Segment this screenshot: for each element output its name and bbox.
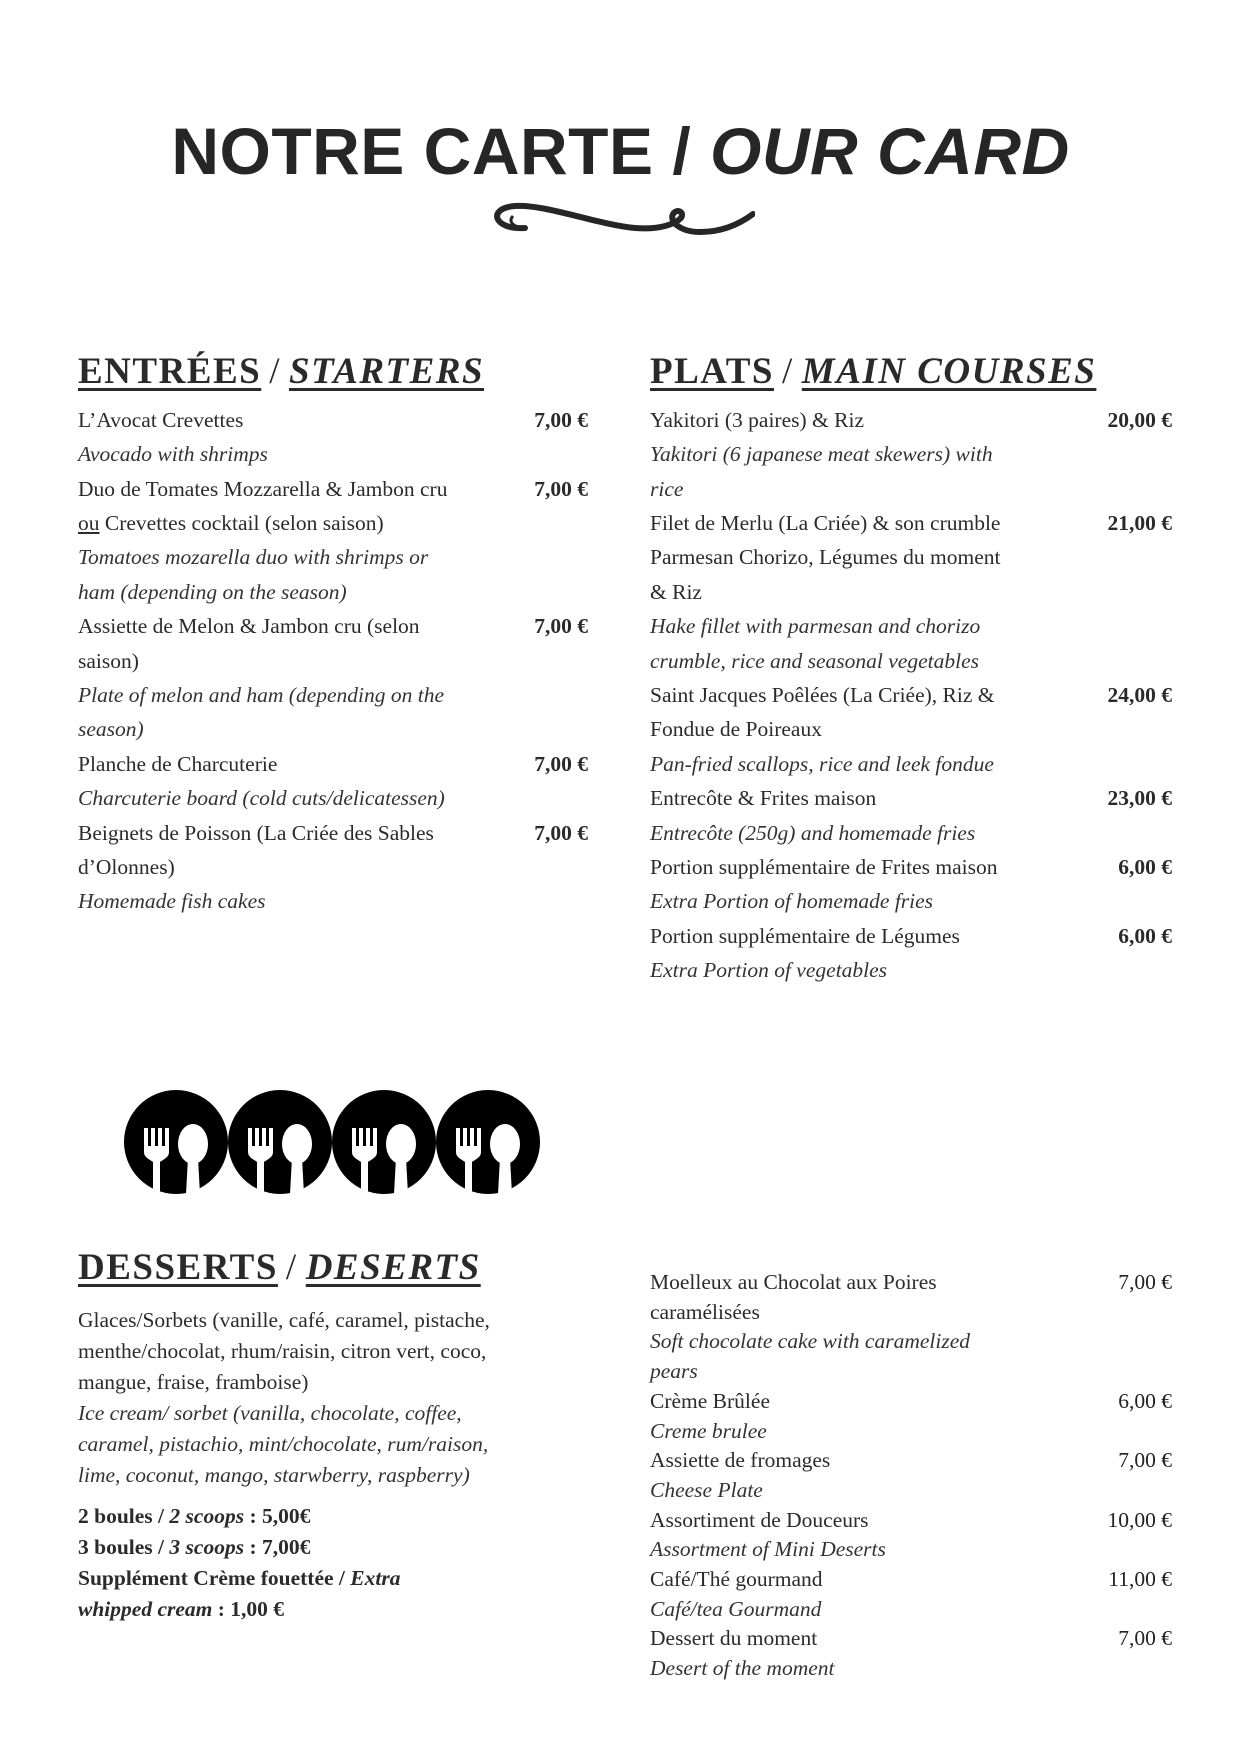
whipped-cream-line: Supplément Crème fouettée / Extra whipped cream : 1,00 € (78, 1565, 401, 1621)
starters-section (78, 352, 588, 919)
price: 21,00 € (1107, 510, 1172, 535)
title-en: OUR CARD (710, 114, 1070, 188)
price: 24,00 € (1107, 682, 1172, 707)
menu-item: Assiette de Melon & Jambon cru (selon saison) Plate of melon and ham (depending on the season) 7,00 € (78, 609, 588, 747)
mains-section (650, 352, 1172, 988)
menu-item: Café/Thé gourmand Café/tea Gourmand 11,00 € (650, 1567, 1172, 1621)
price: 7,00 € (534, 407, 588, 432)
swash-ornament-icon (485, 198, 755, 240)
price: 7,00 € (534, 820, 588, 845)
price: 10,00 € (1107, 1507, 1172, 1532)
price: 7,00 € (1118, 1270, 1172, 1294)
fork-spoon-icon (330, 1088, 438, 1196)
price: 7,00 € (1118, 1626, 1172, 1651)
cutlery-decoration (122, 1088, 538, 1196)
fork-spoon-icon (122, 1088, 230, 1196)
title-fr: NOTRE CARTE / (171, 114, 711, 188)
menu-item: Moelleux au Chocolat aux Poires caramélisées Soft chocolate cake with caramelized pears 7,00 € (650, 1270, 1172, 1384)
desserts-heading: DESSERTS / DESERTS (78, 1247, 481, 1288)
desserts-list (650, 1268, 1172, 1684)
mains-heading: PLATS / MAIN COURSES (650, 351, 1097, 392)
scoop-prices (78, 1501, 588, 1625)
menu-item: Entrecôte & Frites maison Entrecôte (250g) and homemade fries 23,00 € (650, 781, 1172, 850)
fork-spoon-icon (226, 1088, 334, 1196)
scoop-price-line: 2 boules / 2 scoops : 5,00€ (78, 1503, 311, 1528)
fork-spoon-icon (434, 1088, 542, 1196)
price: 23,00 € (1107, 786, 1172, 811)
starters-heading: ENTRÉES / STARTERS (78, 351, 485, 392)
page-title (0, 114, 1241, 188)
price: 7,00 € (534, 614, 588, 639)
price: 7,00 € (534, 751, 588, 776)
menu-item: Assortiment de Douceurs Assortment of Mini Deserts 10,00 € (650, 1507, 1172, 1562)
menu-item: Crème Brûlée Creme brulee 6,00 € (650, 1388, 1172, 1443)
price: 6,00 € (1118, 1388, 1172, 1413)
desserts-section (78, 1248, 588, 1625)
menu-item: Saint Jacques Poêlées (La Criée), Riz & Fondue de Poireaux Pan-fried scallops, rice and leek fondue 24,00 € (650, 678, 1172, 781)
menu-item: Yakitori (3 paires) & Riz Yakitori (6 japanese meat skewers) with rice 20,00 € (650, 403, 1172, 506)
menu-item: Planche de Charcuterie Charcuterie board (cold cuts/delicatessen) 7,00 € (78, 747, 588, 816)
price: 6,00 € (1118, 854, 1172, 879)
menu-item: Beignets de Poisson (La Criée des Sables d’Olonnes) Homemade fish cakes 7,00 € (78, 816, 588, 919)
menu-item: Assiette de fromages Cheese Plate 7,00 € (650, 1448, 1172, 1502)
price: 7,00 € (1118, 1448, 1172, 1473)
menu-item: Portion supplémentaire de Légumes Extra Portion of vegetables 6,00 € (650, 919, 1172, 988)
menu-item: L’Avocat Crevettes Avocado with shrimps 7,00 € (78, 403, 588, 472)
menu-item: Portion supplémentaire de Frites maison Extra Portion of homemade fries 6,00 € (650, 850, 1172, 919)
price: 7,00 € (534, 476, 588, 501)
ice-cream-item: Glaces/Sorbets (vanille, café, caramel, pistache, menthe/chocolat, rhum/raisin, citron vert, coco, mangue, fraise, framboise) Ice cream/ sorbet (vanilla, chocolate, coffee, caramel, pistachio, mint/chocolate, rum/raison, lime, coconut, mango, starwberry, raspberry) (78, 1307, 490, 1487)
menu-item: Duo de Tomates Mozzarella & Jambon cru ou Crevettes cocktail (selon saison) Tomatoes mozarella duo with shrimps or ham (depending on the season) 7,00 € (78, 472, 588, 610)
price: 6,00 € (1118, 923, 1172, 948)
menu-item: Filet de Merlu (La Criée) & son crumble Parmesan Chorizo, Légumes du moment & Riz Hake fillet with parmesan and chorizo crumble, rice and seasonal vegetables 21,00 € (650, 506, 1172, 678)
scoop-price-line: 3 boules / 3 scoops : 7,00€ (78, 1534, 311, 1559)
price: 20,00 € (1107, 407, 1172, 432)
price: 11,00 € (1108, 1567, 1172, 1592)
menu-item: Dessert du moment Desert of the moment 7,00 € (650, 1626, 1172, 1681)
